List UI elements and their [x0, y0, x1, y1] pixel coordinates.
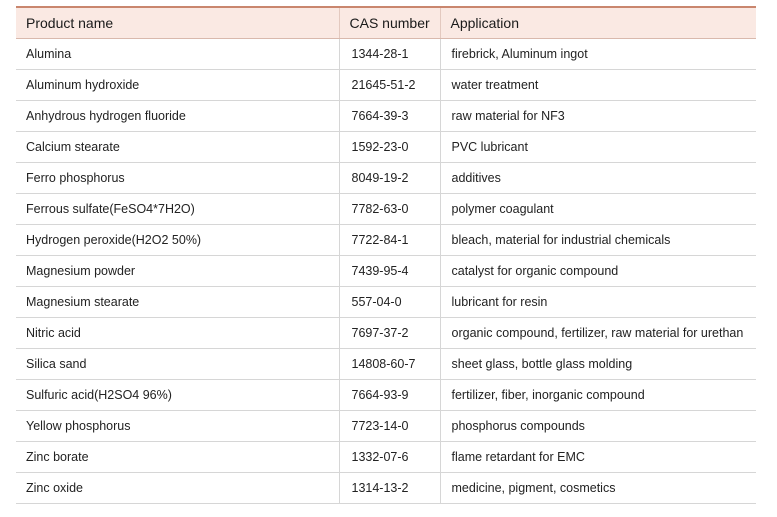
product-table-container — [16, 6, 756, 504]
header-product-name: Product name — [16, 7, 339, 39]
header-row — [16, 7, 756, 39]
table-body — [16, 39, 756, 504]
application-cell: sheet glass, bottle glass molding — [440, 349, 756, 380]
table-row — [16, 349, 756, 380]
cas-number-cell: 7697-37-2 — [339, 318, 440, 349]
product-name-cell: Magnesium stearate — [16, 287, 339, 318]
application-cell: bleach, material for industrial chemicals — [440, 225, 756, 256]
table-header — [16, 7, 756, 39]
application-cell: phosphorus compounds — [440, 411, 756, 442]
product-name-cell: Anhydrous hydrogen fluoride — [16, 101, 339, 132]
header-application: Application — [440, 7, 756, 39]
table-row — [16, 442, 756, 473]
cas-number-cell: 7723-14-0 — [339, 411, 440, 442]
application-cell: firebrick, Aluminum ingot — [440, 39, 756, 70]
table-row — [16, 132, 756, 163]
application-cell: flame retardant for EMC — [440, 442, 756, 473]
application-cell: polymer coagulant — [440, 194, 756, 225]
table-row — [16, 39, 756, 70]
product-name-cell: Yellow phosphorus — [16, 411, 339, 442]
table-row — [16, 256, 756, 287]
cas-number-cell: 1344-28-1 — [339, 39, 440, 70]
product-name-cell: Ferro phosphorus — [16, 163, 339, 194]
cas-number-cell: 8049-19-2 — [339, 163, 440, 194]
application-cell: fertilizer, fiber, inorganic compound — [440, 380, 756, 411]
table-row — [16, 101, 756, 132]
cas-number-cell: 7664-93-9 — [339, 380, 440, 411]
product-table — [16, 6, 756, 504]
application-cell: PVC lubricant — [440, 132, 756, 163]
product-name-cell: Ferrous sulfate(FeSO4*7H2O) — [16, 194, 339, 225]
application-cell: catalyst for organic compound — [440, 256, 756, 287]
product-name-cell: Zinc borate — [16, 442, 339, 473]
table-row — [16, 318, 756, 349]
product-name-cell: Magnesium powder — [16, 256, 339, 287]
cas-number-cell: 7782-63-0 — [339, 194, 440, 225]
cas-number-cell: 7722-84-1 — [339, 225, 440, 256]
cas-number-cell: 7664-39-3 — [339, 101, 440, 132]
product-name-cell: Silica sand — [16, 349, 339, 380]
application-cell: organic compound, fertilizer, raw material for urethan — [440, 318, 756, 349]
table-row — [16, 380, 756, 411]
application-cell: medicine, pigment, cosmetics — [440, 473, 756, 504]
product-name-cell: Calcium stearate — [16, 132, 339, 163]
product-name-cell: Nitric acid — [16, 318, 339, 349]
table-row — [16, 473, 756, 504]
product-name-cell: Sulfuric acid(H2SO4 96%) — [16, 380, 339, 411]
cas-number-cell: 1314-13-2 — [339, 473, 440, 504]
cas-number-cell: 1332-07-6 — [339, 442, 440, 473]
cas-number-cell: 1592-23-0 — [339, 132, 440, 163]
cas-number-cell: 557-04-0 — [339, 287, 440, 318]
application-cell: lubricant for resin — [440, 287, 756, 318]
table-row — [16, 287, 756, 318]
application-cell: raw material for NF3 — [440, 101, 756, 132]
table-row — [16, 70, 756, 101]
cas-number-cell: 21645-51-2 — [339, 70, 440, 101]
application-cell: water treatment — [440, 70, 756, 101]
cas-number-cell: 14808-60-7 — [339, 349, 440, 380]
cas-number-cell: 7439-95-4 — [339, 256, 440, 287]
table-row — [16, 163, 756, 194]
product-name-cell: Aluminum hydroxide — [16, 70, 339, 101]
table-row — [16, 194, 756, 225]
product-name-cell: Hydrogen peroxide(H2O2 50%) — [16, 225, 339, 256]
application-cell: additives — [440, 163, 756, 194]
header-cas-number: CAS number — [339, 7, 440, 39]
table-row — [16, 225, 756, 256]
product-name-cell: Alumina — [16, 39, 339, 70]
table-row — [16, 411, 756, 442]
product-name-cell: Zinc oxide — [16, 473, 339, 504]
